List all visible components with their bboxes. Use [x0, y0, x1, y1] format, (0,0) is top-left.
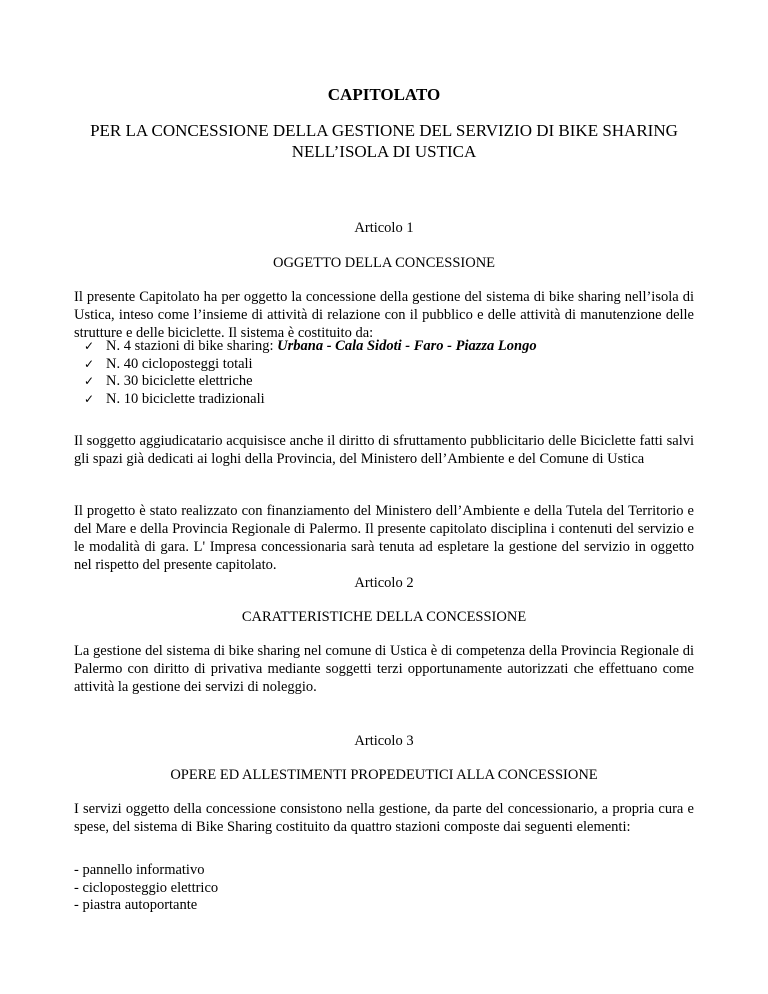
article-3-heading: Articolo 3 [354, 733, 414, 749]
list-item: ✓ N. 10 biciclette tradizionali [84, 390, 265, 407]
list-item: ✓ N. 30 biciclette elettriche [84, 373, 253, 389]
subtitle-line-1: PER LA CONCESSIONE DELLA GESTIONE DEL SERVIZIO DI BIKE SHARING [90, 121, 678, 140]
subtitle-line-2: NELL’ISOLA DI USTICA [291, 142, 477, 161]
article-3-paragraph: I servizi oggetto della concessione consistono nella gestione, da parte del concessionario, a propria cura e spese, del sistema di Bike Sharing costituito da quattro stazioni composte dai seguenti elementi: [74, 801, 694, 835]
article-1-paragraph-2: Il soggetto aggiudicatario acquisisce anche il diritto di sfruttamento pubblicitario delle Biciclette fatti salvi gli spazi già dedicati ai loghi della Provincia, del Ministero dell’Ambiente e del Comune di Ustica [74, 433, 694, 467]
document-subtitle [0, 120, 768, 162]
article-1-paragraph-3: Il progetto è stato realizzato con finanziamento del Ministero dell’Ambiente e della Tutela del Territorio e del Mare e della Provincia Regionale di Palermo. Il presente capitolato disciplina i contenuti del servizio e le modalità di gara. L' Impresa concessionaria sarà tenuta ad espletare la gestione del servizio in oggetto nel rispetto del presente capitolato. [74, 503, 694, 573]
list-item: - piastra autoportante [74, 897, 198, 913]
article-2-title: CARATTERISTICHE DELLA CONCESSIONE [241, 609, 527, 625]
elements-list [74, 862, 694, 915]
list-item: ✓ N. 40 cicloposteggi totali [84, 355, 253, 372]
station-names: Urbana - Cala Sidoti - Faro - Piazza Longo [277, 338, 537, 354]
station-list [84, 338, 537, 408]
list-item: - cicloposteggio elettrico [74, 879, 219, 896]
article-1-title: OGGETTO DELLA CONCESSIONE [272, 255, 496, 271]
checkmark-icon: ✓ [84, 339, 95, 353]
article-2-heading: Articolo 2 [354, 575, 414, 591]
document-title: CAPITOLATO [327, 85, 441, 104]
checkmark-icon: ✓ [84, 391, 95, 406]
list-item: - pannello informativo [74, 862, 205, 878]
article-2-paragraph: La gestione del sistema di bike sharing nel comune di Ustica è di competenza della Provincia Regionale di Palermo con diritto di privativa mediante soggetti terzi opportunamente autorizzati che effettuano come attività la gestione dei servizi di noleggio. [74, 643, 694, 695]
list-item: ✓ N. 4 stazioni di bike sharing: Urbana - Cala Sidoti - Faro - Piazza Longo [84, 338, 537, 354]
article-1-intro: Il presente Capitolato ha per oggetto la concessione della gestione del sistema di bike sharing nell’isola di Ustica, inteso come l’insieme di attività di relazione con il pubblico e delle attività di manutenzione delle strutture e delle biciclette. Il sistema è costituito da: [74, 289, 694, 341]
article-3-title: OPERE ED ALLESTIMENTI PROPEDEUTICI ALLA CONCESSIONE [170, 767, 598, 783]
checkmark-icon: ✓ [84, 374, 95, 388]
checkmark-icon: ✓ [84, 356, 95, 371]
article-1-heading: Articolo 1 [354, 220, 414, 236]
